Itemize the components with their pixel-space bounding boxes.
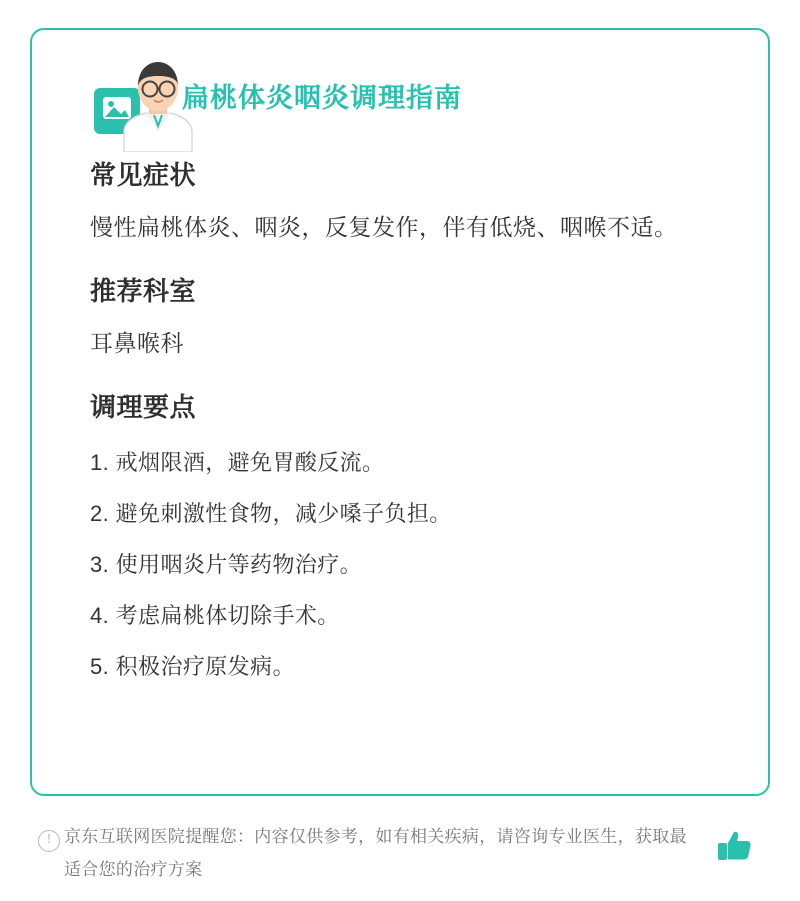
section-department-text: 耳鼻喉科 <box>90 330 184 356</box>
list-item: 1. 戒烟限酒，避免胃酸反流。 <box>90 450 385 475</box>
section-department <box>90 274 750 364</box>
page-title: 扁桃体炎咽炎调理指南 <box>182 83 462 113</box>
section-department-heading: 推荐科室 <box>90 276 197 306</box>
guide-content <box>90 158 750 719</box>
list-item: 2. 避免刺激性食物，减少嗓子负担。 <box>90 501 452 526</box>
guide-card <box>30 28 770 796</box>
section-tips <box>90 390 750 693</box>
section-tips-heading: 调理要点 <box>90 392 197 422</box>
section-symptoms <box>90 158 750 248</box>
list-item: 4. 考虑扁桃体切除手术。 <box>90 603 340 628</box>
thumbs-up-icon[interactable] <box>714 826 754 866</box>
section-symptoms-text: 慢性扁桃体炎、咽炎，反复发作，伴有低烧、咽喉不适。 <box>90 214 678 240</box>
footer-disclaimer-bar <box>30 812 770 882</box>
section-symptoms-heading: 常见症状 <box>90 160 197 190</box>
tips-list <box>90 438 750 693</box>
list-item: 3. 使用咽炎片等药物治疗。 <box>90 552 363 577</box>
disclaimer-text: 京东互联网医院提醒您：内容仅供参考，如有相关疾病，请咨询专业医生，获取最适合您的治疗方案 <box>64 827 687 879</box>
info-icon: ! <box>38 830 60 852</box>
list-item: 5. 积极治疗原发病。 <box>90 654 295 679</box>
